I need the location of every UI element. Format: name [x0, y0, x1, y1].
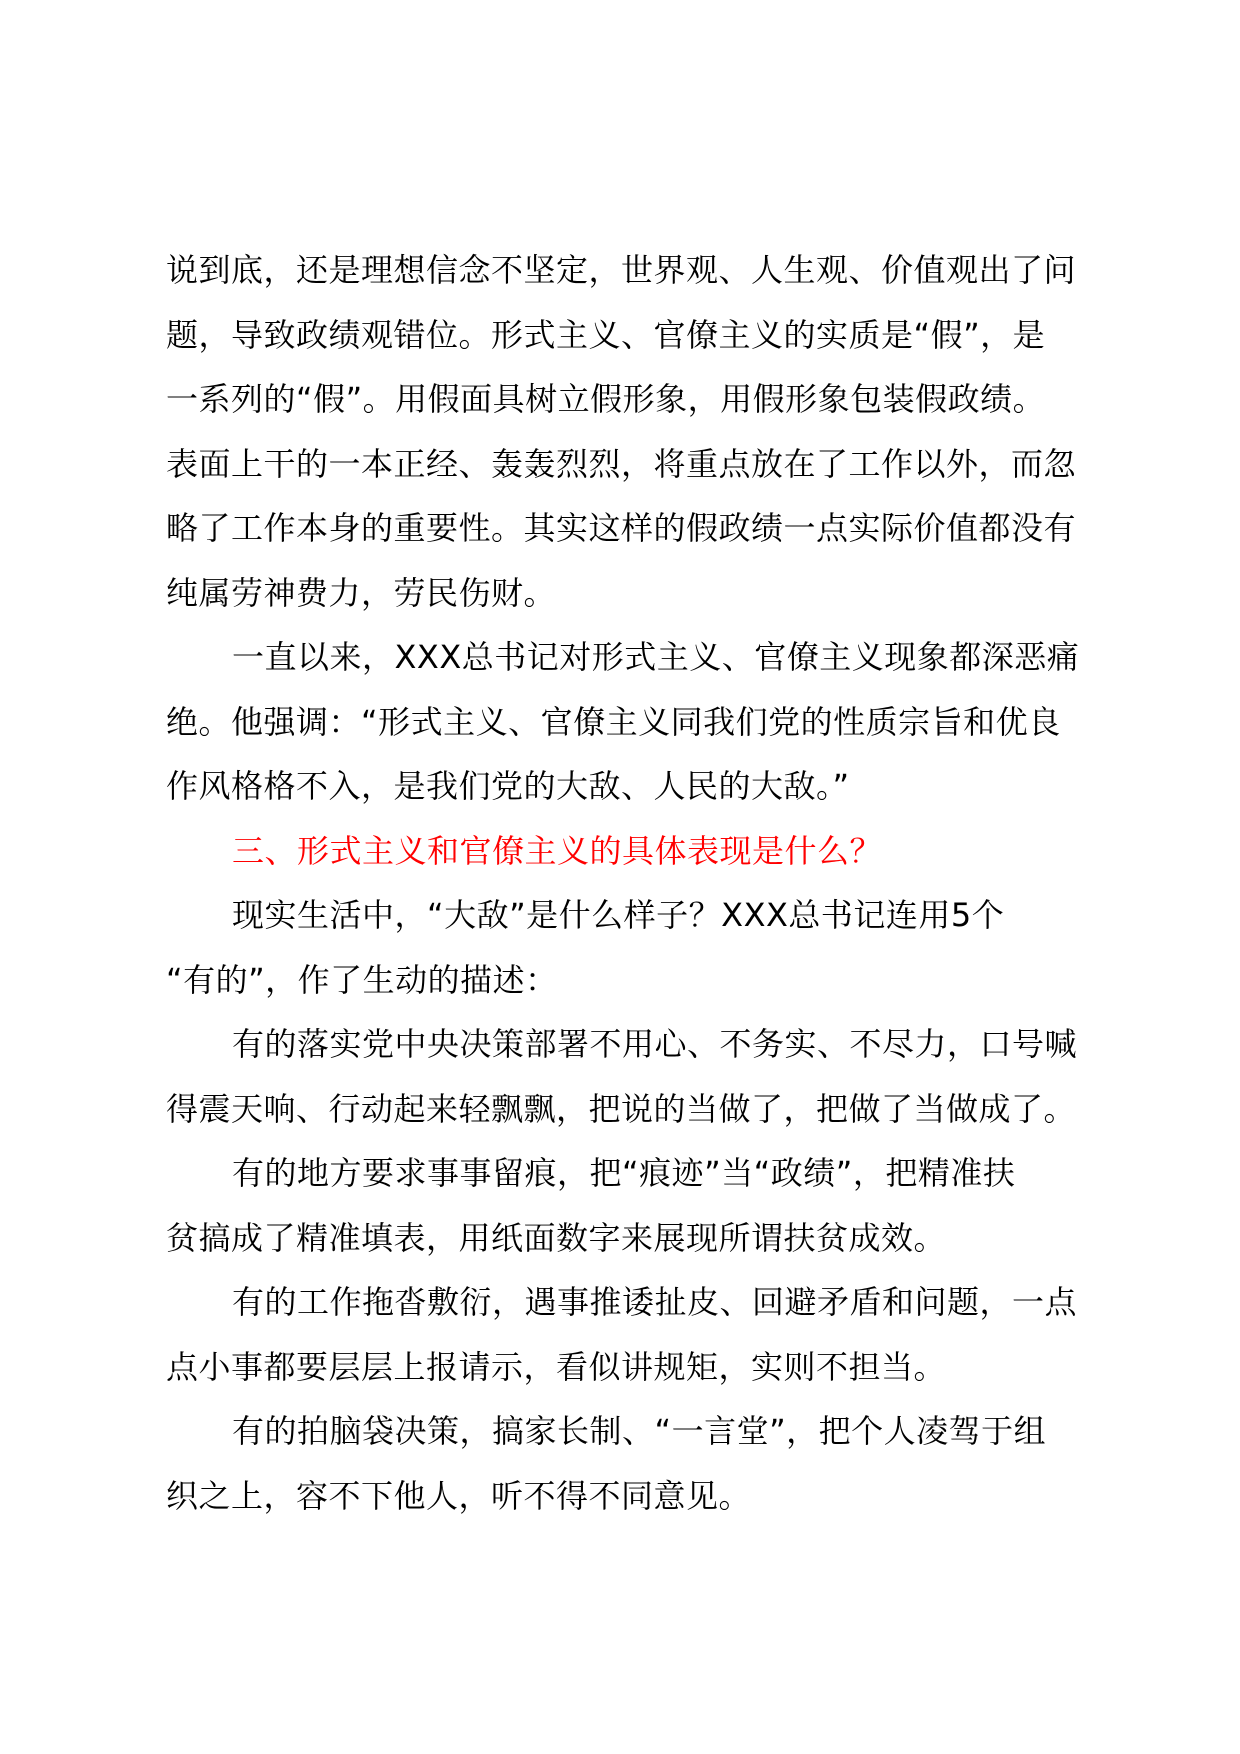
paragraph-item-procrastination: [166, 1270, 1096, 1399]
paragraph-line: 作风格格不入，是我们党的大敌、人民的大敌。”: [166, 767, 850, 805]
paragraph-line: 织之上，容不下他人，听不得不同意见。: [166, 1476, 752, 1515]
paragraph-line: “有的”，作了生动的描述：: [166, 960, 558, 999]
paragraph-item-implementation: [166, 1012, 1096, 1141]
paragraph-line: 表面上干的一本正经、轰轰烈烈，将重点放在了工作以外，而忽: [166, 444, 1077, 483]
document-body: [166, 238, 1096, 1528]
paragraph-line: 得震天响、行动起来轻飘飘，把说的当做了，把做了当做成了。: [166, 1089, 1077, 1128]
paragraph-line: 题，导致政绩观错位。形式主义、官僚主义的实质是“假”，是: [166, 315, 1046, 354]
paragraph-line: 绝。他强调：“形式主义、官僚主义同我们党的性质宗旨和优良: [166, 702, 1061, 741]
section-heading-text: 三、形式主义和官僚主义的具体表现是什么？: [232, 831, 883, 870]
paragraph-ideals: [166, 238, 1096, 625]
paragraph-line: 一直以来，XXX总书记对形式主义、官僚主义现象都深恶痛: [232, 638, 1080, 676]
paragraph-line: 一系列的“假”。用假面具树立假形象，用假形象包装假政绩。: [166, 380, 1046, 418]
section-heading: [166, 819, 1096, 884]
paragraph-line: 现实生活中，“大敌”是什么样子？XXX总书记连用5个: [232, 896, 1005, 934]
paragraph-line: 贫搞成了精准填表，用纸面数字来展现所谓扶贫成效。: [166, 1218, 947, 1257]
paragraph-item-decisions: [166, 1399, 1096, 1528]
paragraph-line: 有的工作拖沓敷衍，遇事推诿扯皮、回避矛盾和问题，一点: [232, 1283, 1078, 1321]
paragraph-line: 有的地方要求事事留痕，把“痕迹”当“政绩”，把精准扶: [232, 1154, 1016, 1192]
paragraph-intro-five: [166, 883, 1096, 1012]
paragraph-line: 点小事都要层层上报请示，看似讲规矩，实则不担当。: [166, 1347, 947, 1386]
paragraph-item-traces: [166, 1141, 1096, 1270]
paragraph-line: 有的拍脑袋决策，搞家长制、“一言堂”，把个人凌驾于组: [232, 1412, 1047, 1450]
paragraph-line: 有的落实党中央决策部署不用心、不务实、不尽力，口号喊: [232, 1025, 1078, 1063]
paragraph-line: 纯属劳神费力，劳民伤财。: [166, 573, 557, 612]
paragraph-line: 说到底，还是理想信念不坚定，世界观、人生观、价值观出了问: [166, 251, 1077, 289]
paragraph-line: 略了工作本身的重要性。其实这样的假政绩一点实际价值都没有: [166, 509, 1077, 547]
paragraph-general-secretary-quote: [166, 625, 1096, 819]
